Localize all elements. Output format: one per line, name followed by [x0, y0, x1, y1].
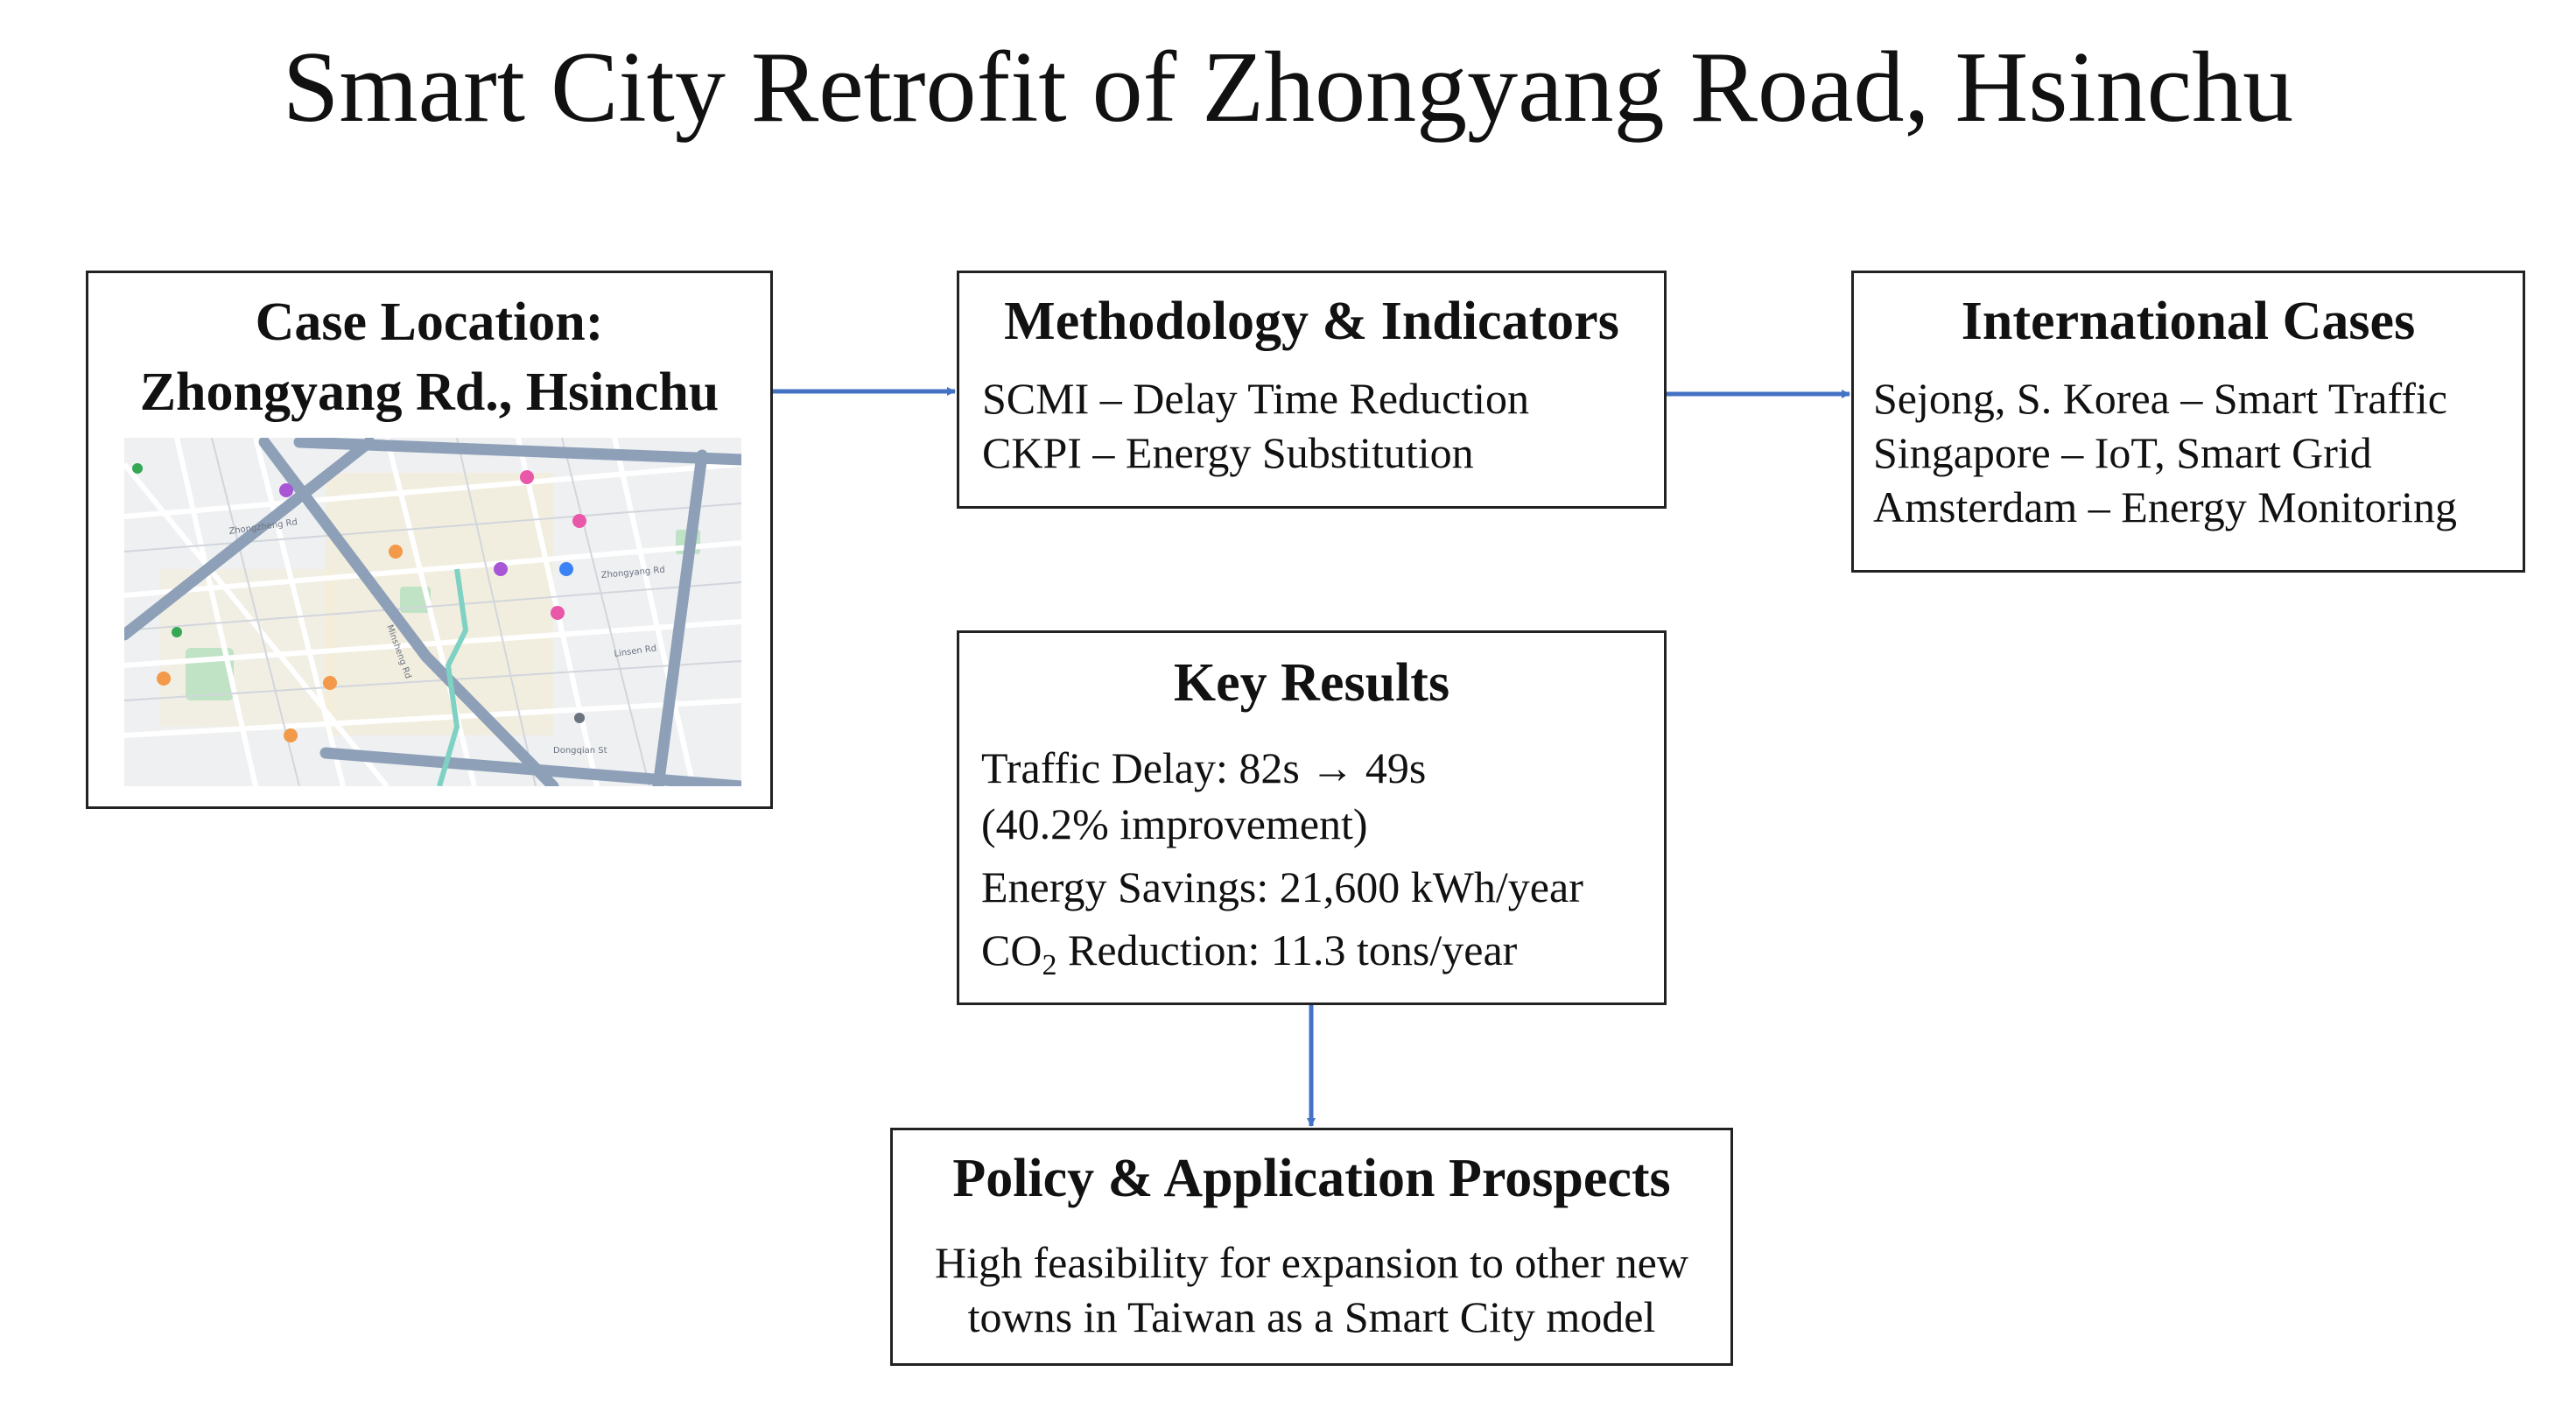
co2-subscript: 2 [1042, 949, 1057, 981]
international-cases-box [1851, 271, 2525, 573]
key-results-box [957, 630, 1667, 1005]
case-location-title [88, 287, 770, 427]
policy-box [890, 1128, 1733, 1366]
svg-text:Linsen Rd: Linsen Rd [613, 644, 657, 659]
methodology-title: Methodology & Indicators [1004, 292, 1619, 351]
methodology-line-scmi: SCMI – Delay Time Reduction [982, 374, 1530, 423]
svg-text:Zhongzheng Rd: Zhongzheng Rd [228, 517, 298, 537]
co2-suffix: Reduction: 11.3 tons/year [1056, 925, 1518, 974]
policy-line-2: towns in Taiwan as a Smart City model [967, 1292, 1656, 1341]
street-map-image [124, 438, 741, 786]
diagram-title: Smart City Retrofit of Zhongyang Road, Hsinchu [282, 32, 2294, 144]
international-case-sejong: Sejong, S. Korea – Smart Traffic [1873, 374, 2447, 423]
policy-title: Policy & Application Prospects [952, 1149, 1671, 1208]
international-cases-title: International Cases [1961, 292, 2416, 351]
methodology-line-ckpi: CKPI – Energy Substitution [982, 428, 1474, 477]
policy-line-1: High feasibility for expansion to other new [935, 1238, 1688, 1287]
co2-prefix: CO [981, 925, 1042, 974]
svg-text:Dongqian St: Dongqian St [553, 746, 607, 756]
international-case-singapore: Singapore – IoT, Smart Grid [1873, 428, 2372, 477]
key-results-title: Key Results [1173, 653, 1450, 713]
case-location-box [86, 271, 773, 809]
result-improvement: (40.2% improvement) [981, 799, 1368, 848]
result-traffic-delay: Traffic Delay: 82s → 49s [981, 743, 1427, 792]
methodology-box [957, 271, 1667, 509]
case-location-title-line2: Zhongyang Rd., Hsinchu [139, 362, 719, 422]
result-energy-savings: Energy Savings: 21,600 kWh/year [981, 862, 1583, 911]
result-co2-reduction [981, 922, 1664, 994]
case-location-title-line1: Case Location: [255, 292, 604, 352]
svg-text:Zhongyang Rd: Zhongyang Rd [600, 565, 666, 580]
svg-text:Minsheng Rd: Minsheng Rd [384, 623, 413, 680]
international-case-amsterdam: Amsterdam – Energy Monitoring [1873, 482, 2458, 531]
